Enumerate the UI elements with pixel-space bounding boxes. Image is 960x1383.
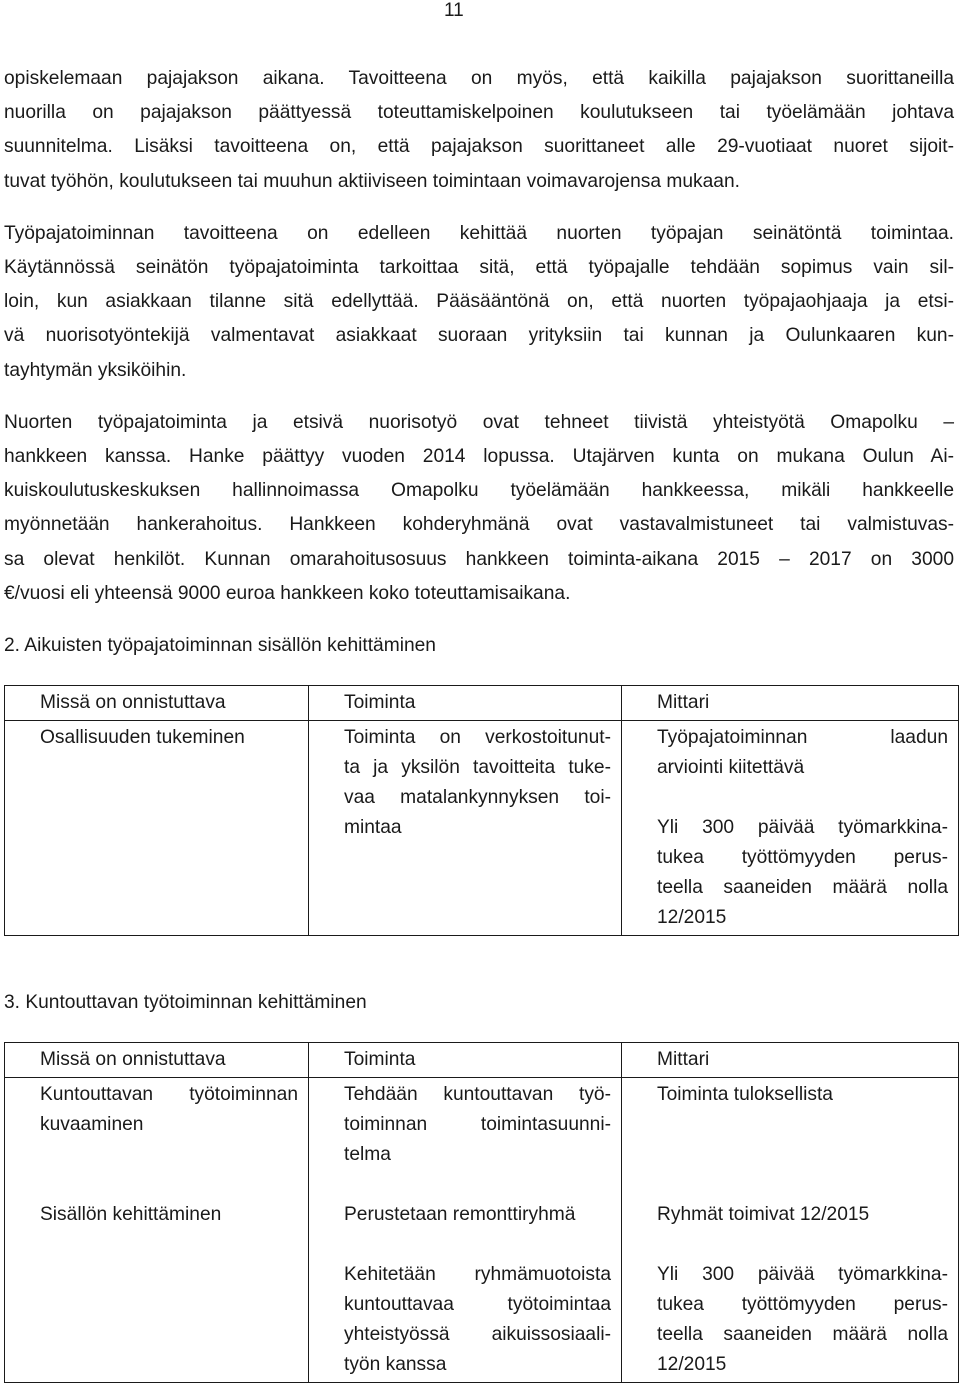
cell-text: 12/2015 bbox=[657, 907, 727, 929]
table-header-cell: Toiminta bbox=[309, 1043, 622, 1078]
cell-text: Työpajatoiminnan laadun bbox=[657, 727, 948, 749]
cell-text: tukea työttömyyden perus- bbox=[657, 847, 948, 869]
table-cell bbox=[5, 721, 309, 936]
cell-text: toiminnan toimintasuunni- bbox=[344, 1114, 611, 1136]
table-header-cell: Toiminta bbox=[309, 686, 622, 721]
cell-text: 12/2015 bbox=[657, 1354, 727, 1376]
text-line: Työpajatoiminnan tavoitteena on edelleen kehittää nuorten työpajan seinätöntä toimintaa. bbox=[4, 222, 954, 244]
cell-text: teella saaneiden määrä nolla bbox=[657, 877, 948, 899]
cell-text: ta ja yksilön tavoitteita tuke- bbox=[344, 757, 611, 779]
cell-text: Toiminta on verkostoitunut- bbox=[344, 727, 611, 749]
table-row bbox=[5, 721, 959, 936]
text-line: kuiskoulutuskeskuksen hallinnoimassa Omapolku työelämään hankkeessa, mikäli hankkeelle bbox=[4, 480, 954, 502]
table-header-cell: Mittari bbox=[622, 1043, 959, 1078]
text-line: Nuorten työpajatoiminta ja etsivä nuorisotyö ovat tehneet tiivistä yhteistyötä Omapolku – bbox=[4, 411, 954, 433]
page-number: 11 bbox=[444, 0, 464, 21]
table-header-row bbox=[5, 1043, 959, 1078]
table-header-cell: Mittari bbox=[622, 686, 959, 721]
cell-text: Yli 300 päivää työmarkkina- bbox=[657, 817, 948, 839]
section-3-table bbox=[4, 1042, 959, 1383]
text-line: vä nuorisotyöntekijä valmentavat asiakkaat suoraan yrityksiin tai kunnan ja Oulunkaaren kun- bbox=[4, 325, 954, 347]
cell-text: kuvaaminen bbox=[40, 1114, 144, 1136]
cell-text: Toiminta tuloksellista bbox=[657, 1084, 833, 1106]
text-line: hankkeen kanssa. Hanke päättyy vuoden 2014 lopussa. Utajärven kunta on mukana Oulun Ai- bbox=[4, 446, 954, 468]
table-cell bbox=[622, 721, 959, 936]
paragraph-3 bbox=[4, 406, 954, 611]
text-line: sa olevat henkilöt. Kunnan omarahoitusosuus hankkeen toiminta-aikana 2015 – 2017 on 3000 bbox=[4, 548, 954, 570]
cell-text: kuntouttavaa työtoimintaa bbox=[344, 1294, 611, 1316]
text-line: €/vuosi eli yhteensä 9000 euroa hankkeen koko toteuttamisaikana. bbox=[4, 582, 571, 604]
text-line: nuorilla on pajajakson päättyessä toteuttamiskelpoinen koulutukseen tai työelämään johtava bbox=[4, 102, 954, 124]
text-line: loin, kun asiakkaan tilanne sitä edellyttää. Pääsääntönä on, että nuorten työpajaohjaaja ja etsi- bbox=[4, 291, 954, 313]
cell-text: Sisällön kehittäminen bbox=[40, 1204, 222, 1226]
section-2-heading: 2. Aikuisten työpajatoiminnan sisällön kehittäminen bbox=[4, 635, 436, 657]
cell-text: Kuntouttavan työtoiminnan bbox=[40, 1084, 298, 1106]
table-cell bbox=[622, 1078, 959, 1383]
cell-text: tukea työttömyyden perus- bbox=[657, 1294, 948, 1316]
text-line: myönnetään hankerahoitus. Hankkeen kohderyhmänä ovat vastavalmistuneet tai valmistuvas- bbox=[4, 514, 954, 536]
cell-text: Tehdään kuntouttavan työ- bbox=[344, 1084, 611, 1106]
cell-text: Ryhmät toimivat 12/2015 bbox=[657, 1204, 870, 1226]
paragraph-2 bbox=[4, 217, 954, 388]
text-line: Käytännössä seinätön työpajatoiminta tarkoittaa sitä, että työpajalle tehdään sopimus vain sil- bbox=[4, 257, 954, 279]
cell-text: mintaa bbox=[344, 817, 402, 839]
table-header-row bbox=[5, 686, 959, 721]
cell-text: arviointi kiitettävä bbox=[657, 757, 805, 779]
table-row bbox=[5, 1078, 959, 1383]
cell-text: telma bbox=[344, 1144, 391, 1166]
table-cell bbox=[309, 721, 622, 936]
text-line: tuvat työhön, koulutukseen tai muuhun aktiiviseen toimintaan voimavarojensa mukaan. bbox=[4, 170, 740, 192]
cell-text: työn kanssa bbox=[344, 1354, 447, 1376]
section-3-heading: 3. Kuntouttavan työtoiminnan kehittäminen bbox=[4, 992, 367, 1014]
paragraph-1 bbox=[4, 62, 954, 199]
cell-text: Perustetaan remonttiryhmä bbox=[344, 1204, 576, 1226]
table-header-cell: Missä on onnistuttava bbox=[5, 686, 309, 721]
cell-text: yhteistyössä aikuissosiaali- bbox=[344, 1324, 611, 1346]
cell-text: teella saaneiden määrä nolla bbox=[657, 1324, 948, 1346]
table-header-cell: Missä on onnistuttava bbox=[5, 1043, 309, 1078]
text-line: suunnitelma. Lisäksi tavoitteena on, että pajajakson suorittaneet alle 29-vuotiaat nuoret sijoit- bbox=[4, 136, 954, 158]
section-2-table bbox=[4, 685, 959, 936]
cell-text: vaa matalankynnyksen toi- bbox=[344, 787, 611, 809]
document-body bbox=[4, 62, 954, 1383]
cell-text: Kehitetään ryhmämuotoista bbox=[344, 1264, 611, 1286]
table-cell bbox=[5, 1078, 309, 1383]
table-cell bbox=[309, 1078, 622, 1383]
text-line: opiskelemaan pajajakson aikana. Tavoitteena on myös, että kaikilla pajajakson suorittaneilla bbox=[4, 68, 954, 89]
cell-text: Osallisuuden tukeminen bbox=[40, 727, 245, 749]
cell-text: Yli 300 päivää työmarkkina- bbox=[657, 1264, 948, 1286]
text-line: tayhtymän yksiköihin. bbox=[4, 359, 187, 381]
